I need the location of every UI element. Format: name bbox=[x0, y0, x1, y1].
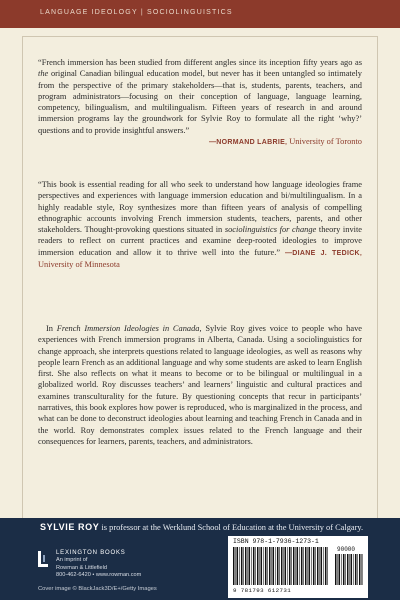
endorsement-1-emphasis: the bbox=[38, 69, 49, 79]
endorsement-1 bbox=[38, 57, 362, 148]
endorsement-2-text-b: theory invite readers to reflect on current practices and examine deep-rooted ideologies to improve immersion education and allow it to thrive well into the future.” bbox=[38, 225, 363, 257]
endorsement-1-affiliation: , University of Toronto bbox=[285, 137, 362, 147]
publisher-logo-icon bbox=[38, 551, 48, 567]
publisher-imprint-line: An imprint of bbox=[56, 557, 88, 564]
author-bio-text: is professor at the Werklund School of Education at the University of Calgary. bbox=[99, 523, 364, 532]
description-body: , Sylvie Roy gives voice to people who have experiences with French immersion programs in Alberta, Canada. Using a sociolinguistics for change approach, she interprets questions related to language ideologies, as well as reasons why people learn French as an additional language and why some students are asked to learn English first. She also reflects on what it means to become or to be bilingual or multilingual in a globalized world. Roy discusses teachers’ and learners’ linguistic and cultural practices and examines transculturality for the future. By questioning concepts that recur in participants’ narratives, this book explores how power is reproduced, who is marginalized in the process, and what can be done to deconstruct ideologies about learning and teaching French in Canada and in the world. Roy demonstrates complex issues related to the French language and their consequences for learners, parents, teachers, and administrators. bbox=[38, 324, 362, 446]
barcode-icon bbox=[233, 547, 329, 585]
cover-image-credit: Cover image © BlackJack3D/E+/Getty Images bbox=[38, 586, 157, 592]
series-banner-text: LANGUAGE IDEOLOGY | SOCIOLINGUISTICS bbox=[40, 9, 233, 16]
publisher-parent: Rowman & Littlefield bbox=[56, 564, 107, 571]
description-prefix: In bbox=[46, 324, 57, 333]
publisher-info bbox=[56, 550, 141, 580]
endorsement-1-text-a: “French immersion has been studied from different angles since its inception fifty years ago as bbox=[38, 58, 362, 67]
endorsement-2-emphasis: sociolinguistics for change bbox=[224, 225, 317, 235]
publisher-contact: 800-462-6420 • www.rowman.com bbox=[56, 572, 142, 579]
author-name: SYLVIE ROY bbox=[40, 522, 100, 532]
endorsement-2-text-a: “This book is essential reading for all who seek to understand how language ideologies frame perspectives and experiences with language immersion education and bi/multilingualism. In a highly readable style, Roy synthesizes more than fifteen years of analysis of compelling ethnographic accounts involving French immersion students, teachers, parents, and other stakeholders. Thought-provoking questions situated in bbox=[38, 180, 362, 235]
book-description bbox=[38, 323, 362, 447]
endorsement-2-affiliation: , University of Minnesota bbox=[38, 247, 362, 270]
barcode-digits: 9 781793 612731 bbox=[233, 587, 292, 594]
publisher-name: LEXINGTON BOOKS bbox=[56, 550, 126, 556]
endorsement-2 bbox=[38, 179, 362, 270]
endorsement-1-attribution: —NORMAND LABRIE bbox=[208, 139, 286, 147]
book-title: French Immersion Ideologies in Canada bbox=[56, 324, 200, 333]
endorsement-1-text-b: original Canadian bilingual education model, but never has it been untangled so intimately from the perspective of the primary stakeholders—that is, students, parents, teachers, and program administrators—focusing on their conception of language, language learning, competency, bilingualism, and multilingualism. Fifteen years of research in and around immersion programs lay the groundwork for Sylvie Roy to formulate all the right ‘why?’ questions and to provide insightful answers.” bbox=[38, 69, 362, 135]
barcode-addon-number: 90000 bbox=[337, 546, 356, 553]
author-bio bbox=[40, 522, 370, 533]
endorsement-2-attribution: —DIANE J. TEDICK bbox=[284, 249, 360, 257]
barcode-addon-icon bbox=[335, 554, 363, 585]
isbn-label: ISBN 978-1-7936-1273-1 bbox=[233, 538, 319, 545]
